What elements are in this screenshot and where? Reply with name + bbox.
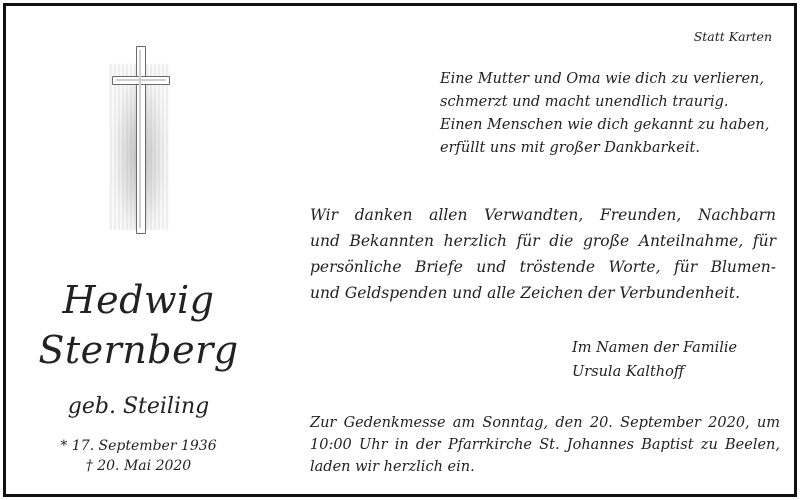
cross-vertical-inner [139, 50, 141, 228]
mass-line: Zur Gedenkmesse am Sonntag, den 20. September 2020, um [310, 415, 780, 431]
cross-horizontal-inner [116, 79, 166, 81]
poem-block [440, 68, 769, 160]
poem-line: Einen Menschen wie dich gekannt zu haben, [440, 117, 770, 133]
thanks-line: persönliche Briefe und tröstende Worte, für Blumen- [310, 258, 776, 276]
deceased-last-name: Sternberg [38, 328, 239, 372]
cross-horizontal-bar [112, 76, 170, 85]
thanks-paragraph [310, 202, 776, 306]
signature-line-name: Ursula Kalthoff [572, 364, 685, 380]
poem-line: erfüllt uns mit großer Dankbarkeit. [440, 140, 700, 156]
signature-block [572, 336, 737, 384]
thanks-line: und Geldspenden und alle Zeichen der Verbundenheit. [310, 284, 741, 302]
deceased-first-name: Hedwig [62, 278, 215, 322]
thanks-line: Wir danken allen Verwandten, Freunden, Nachbarn [310, 206, 776, 224]
mass-line: laden wir herzlich ein. [310, 459, 475, 475]
cross-icon [92, 38, 192, 234]
poem-line: Eine Mutter und Oma wie dich zu verlieren, [440, 71, 765, 87]
thanks-line: und Bekannten herzlich für die große Anteilnahme, für [310, 232, 776, 250]
death-date: † 20. Mai 2020 [85, 458, 192, 474]
mass-line: 10:00 Uhr in der Pfarrkirche St. Johannes Baptist zu Beelen, [310, 437, 780, 453]
birth-date: * 17. September 1936 [60, 438, 217, 454]
signature-line-family: Im Namen der Familie [572, 340, 738, 356]
deceased-birth-name: geb. Steiling [67, 394, 210, 419]
cross-vertical-bar [136, 46, 146, 234]
obituary-card [3, 3, 797, 497]
statt-karten-note: Statt Karten [693, 29, 772, 44]
poem-line: schmerzt und macht unendlich traurig. [440, 94, 729, 110]
memorial-mass-notice [310, 412, 780, 478]
